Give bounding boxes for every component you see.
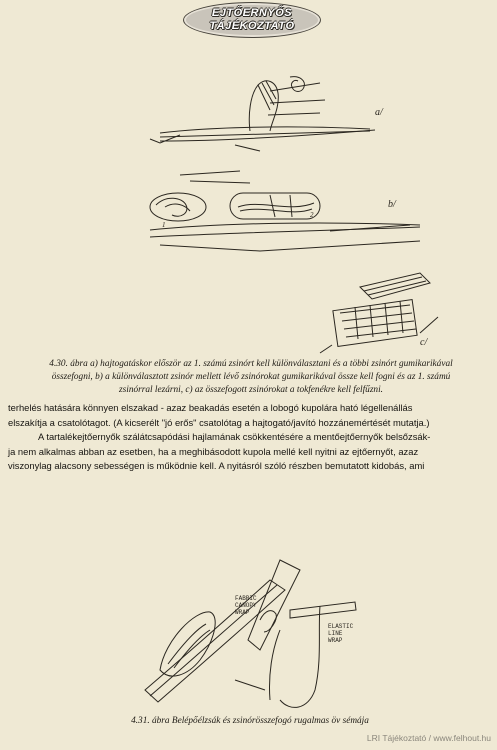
body-line: ja nem alkalmas abban az esetben, ha a meghibásodott kupola mellé kell nyitni az ejtőernyőt, azaz bbox=[8, 445, 419, 457]
figure-4-31-caption: 4.31. ábra Belépőélzsák és zsinórösszefogó rugalmas öv sémája bbox=[131, 716, 369, 726]
figure-label-a: a/ bbox=[375, 107, 383, 118]
figure-4-30-caption bbox=[10, 358, 492, 397]
caption-line: összefogni, b) a különválasztott zsinór mellett lévő zsinórokat gumikarikával össze kell fogni és az 1. számú bbox=[51, 372, 451, 382]
figure-number-2: 2 bbox=[310, 211, 314, 219]
figure-label-c: c/ bbox=[420, 337, 428, 348]
header-title-line1: EJTŐERNYŐS bbox=[211, 7, 293, 19]
elastic-line-label: ELASTIC LINE WRAP bbox=[328, 623, 354, 644]
body-line: A tartalékejtőernyők szálátcsapódási hajlamának csökkentésére a mentőejtőernyők belsőzsák- bbox=[38, 431, 431, 442]
header-title-line2: TÁJÉKOZTATÓ bbox=[209, 20, 295, 32]
fabric-canopy-label: FABRIC CANOPY WRAP bbox=[235, 595, 257, 616]
figure-4-31-illustration bbox=[140, 540, 380, 715]
footer-watermark: LRI Tájékoztató / www.felhout.hu bbox=[366, 733, 491, 743]
figure-part-b-drawing bbox=[150, 171, 420, 251]
figure-4-30-illustration bbox=[120, 55, 450, 355]
figure-number-1: 1 bbox=[162, 221, 166, 229]
body-line: viszonylag alacsony sebességen is működnie kell. A nyitásról szóló részben bemutatott kidobás, ami bbox=[8, 460, 425, 471]
header-badge bbox=[183, 2, 321, 38]
caption-line: zsinórral lezárni, c) az összefogott zsinórokat a tokfenékre kell felfűzni. bbox=[119, 385, 383, 395]
body-paragraph bbox=[8, 401, 494, 474]
caption-line: 4.30. ábra a) hajtogatáskor először az 1. számú zsinórt kell különválasztani és a többi zsinórt gumikarikával bbox=[49, 359, 453, 369]
body-line: elszakítja a csatolótagot. (A kicserélt "jó erős" csatolótag a hajtogató/javító hozzánemértését mutatja.) bbox=[8, 416, 430, 428]
body-line: terhelés hatására könnyen elszakad - azaz beakadás esetén a lobogó kupolára ható légellenállás bbox=[8, 402, 413, 413]
figure-label-b: b/ bbox=[388, 199, 396, 210]
figure-part-a-drawing bbox=[150, 77, 375, 151]
